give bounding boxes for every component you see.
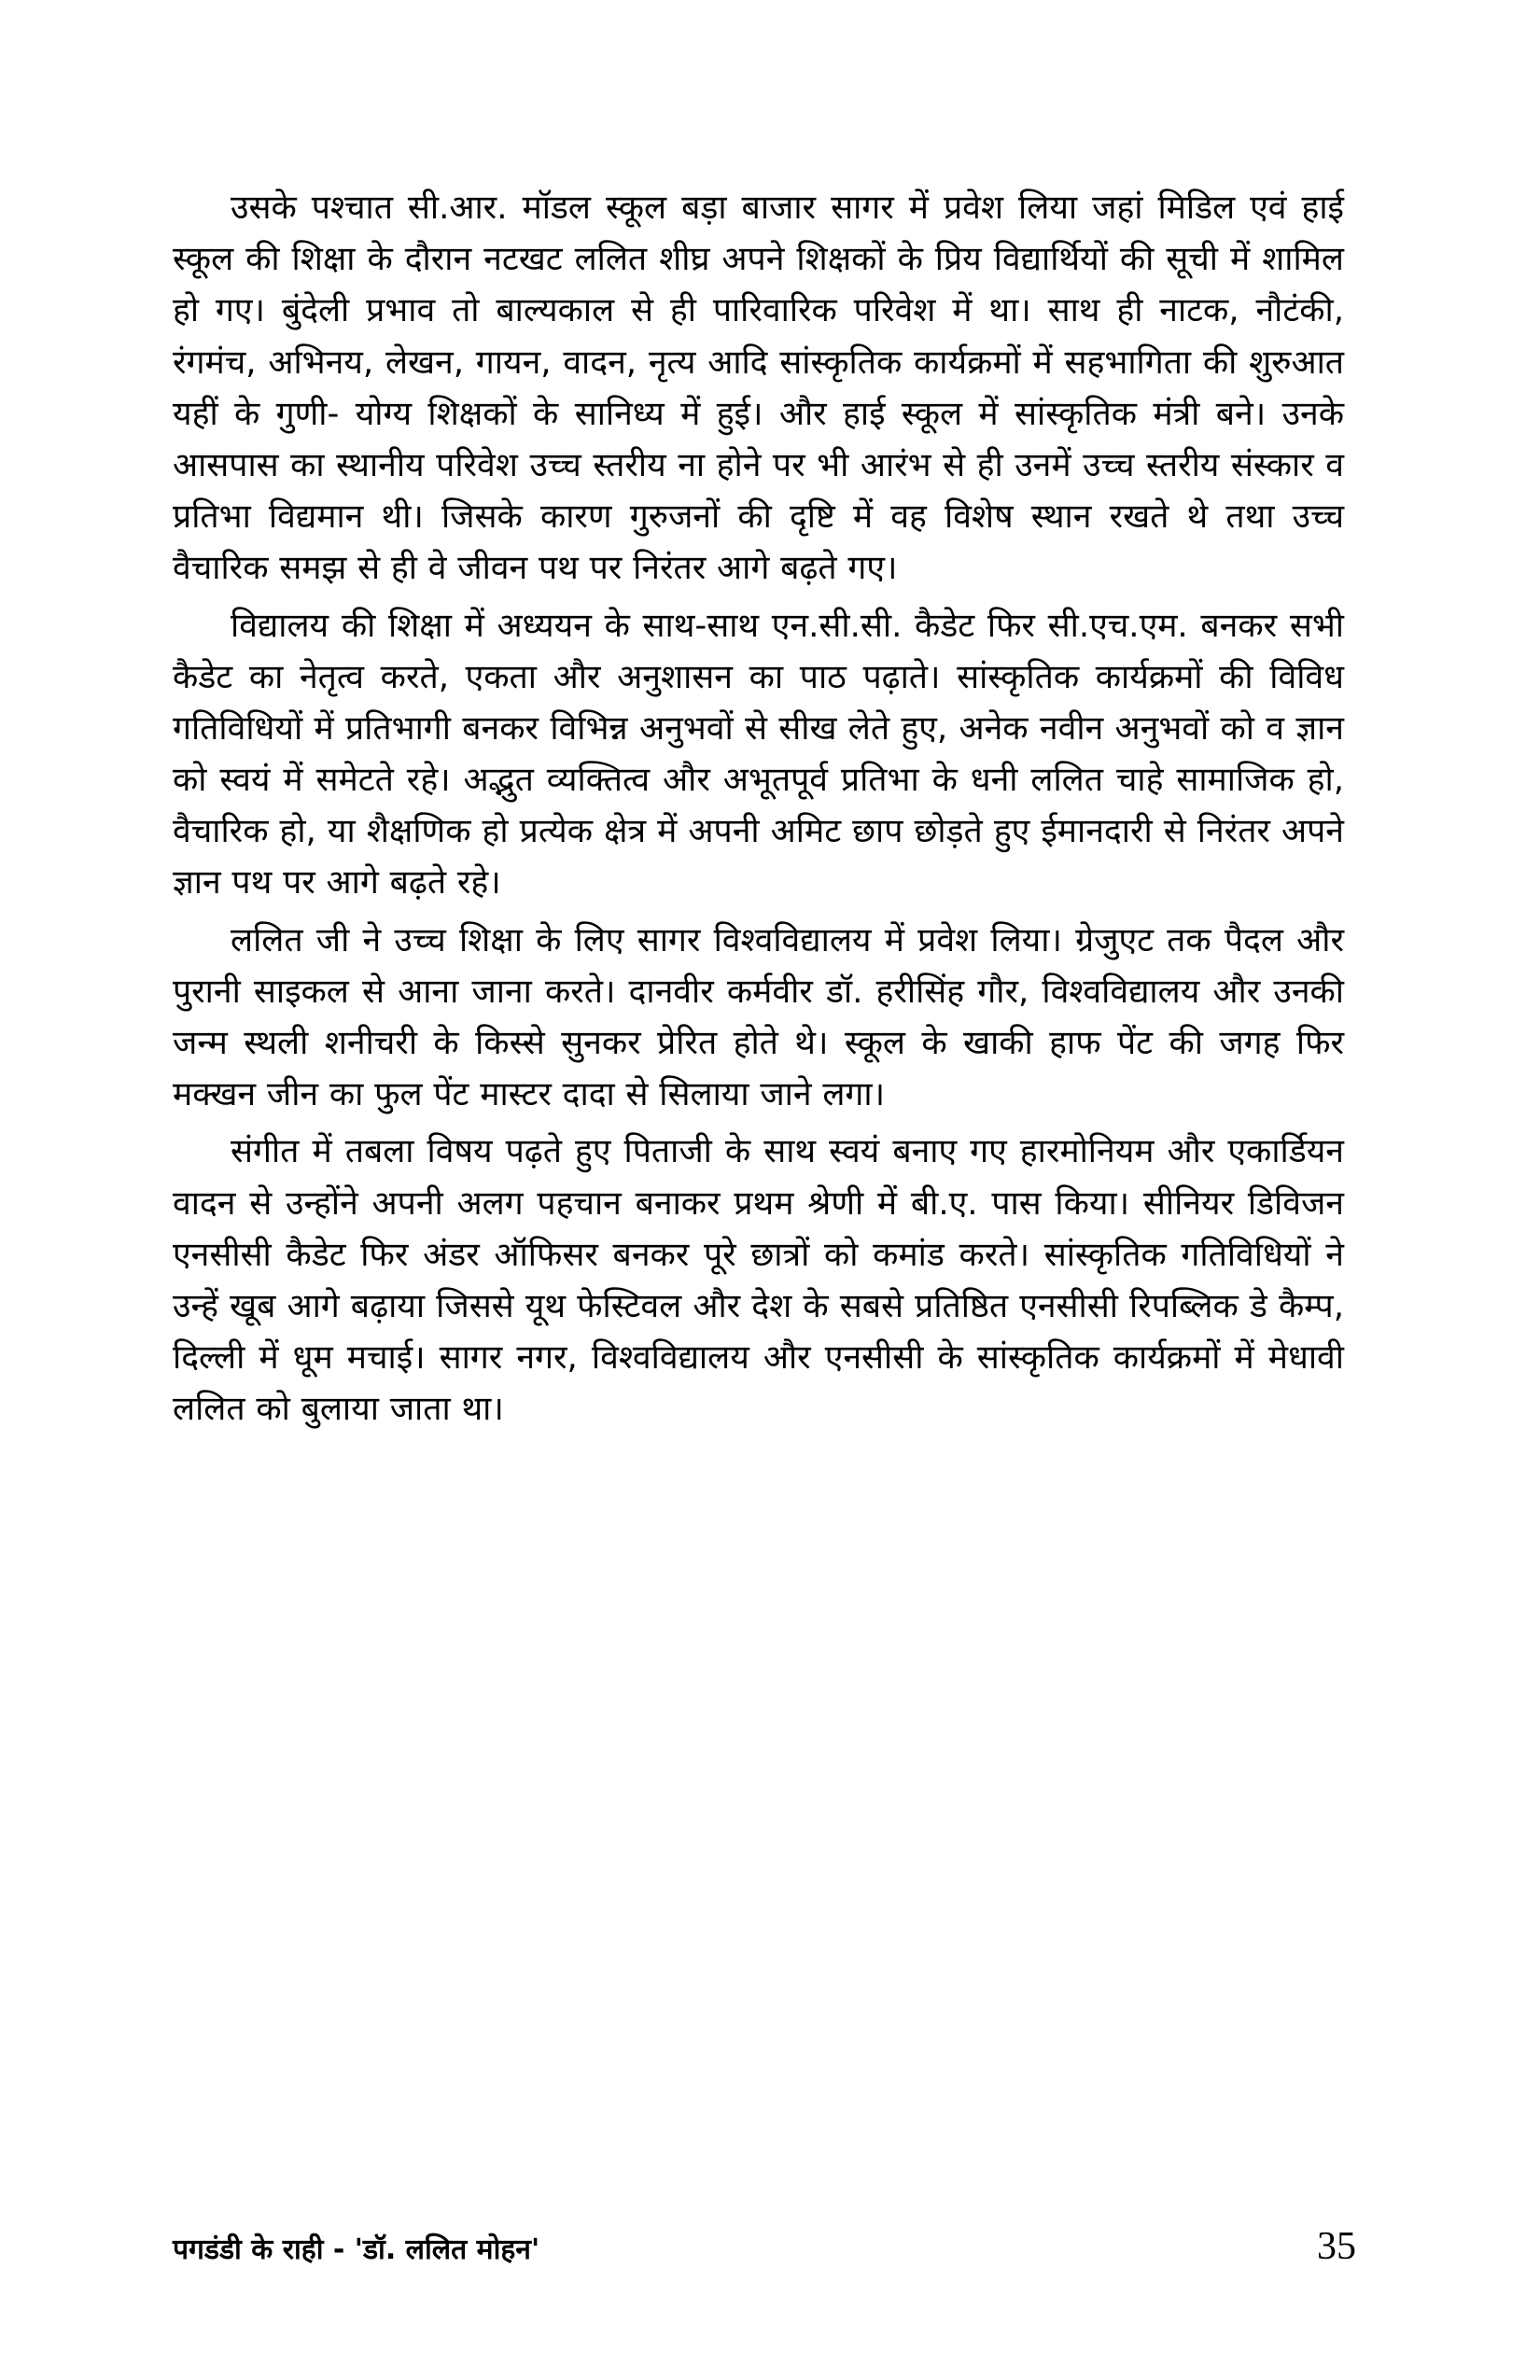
page-number: 35	[1317, 2225, 1356, 2268]
paragraph: ललित जी ने उच्च शिक्षा के लिए सागर विश्वविद्यालय में प्रवेश लिया। ग्रेजुएट तक पैदल और पुरानी साइकल से आना जाना करते। दानवीर कर्मवीर डॉ. हरीसिंह गौर, विश्वविद्यालय और उनकी जन्म स्थली शनीचरी के किस्से सुनकर प्रेरित होते थे। स्कूल के खाकी हाफ पेंट की जगह फिर मक्खन जीन का फुल पेंट मास्टर दादा से सिलाया जाने लगा।	[173, 920, 1344, 1114]
page-body-text	[173, 182, 1344, 1435]
paragraph: विद्यालय की शिक्षा में अध्ययन के साथ-साथ एन.सी.सी. कैडेट फिर सी.एच.एम. बनकर सभी कैडेट का नेतृत्व करते, एकता और अनुशासन का पाठ पढ़ाते। सांस्कृतिक कार्यक्रमों की विविध गतिविधियों में प्रतिभागी बनकर विभिन्न अनुभवों से सीख लेते हुए, अनेक नवीन अनुभवों को व ज्ञान को स्वयं में समेटते रहे। अद्भुत व्यक्तित्व और अभूतपूर्व प्रतिभा के धनी ललित चाहे सामाजिक हो, वैचारिक हो, या शैक्षणिक हो प्रत्येक क्षेत्र में अपनी अमिट छाप छोड़ते हुए ईमानदारी से निरंतर अपने ज्ञान पथ पर आगे बढ़ते रहे।	[173, 606, 1344, 903]
page-footer	[173, 2223, 1367, 2270]
paragraph: उसके पश्चात सी.आर. मॉडल स्कूल बड़ा बाजार सागर में प्रवेश लिया जहां मिडिल एवं हाई स्कूल की शिक्षा के दौरान नटखट ललित शीघ्र अपने शिक्षकों के प्रिय विद्यार्थियों की सूची में शामिल हो गए। बुंदेली प्रभाव तो बाल्यकाल से ही पारिवारिक परिवेश में था। साथ ही नाटक, नौटंकी, रंगमंच, अभिनय, लेखन, गायन, वादन, नृत्य आदि सांस्कृतिक कार्यक्रमों में सहभागिता की शुरुआत यहीं के गुणी- योग्य शिक्षकों के सानिध्य में हुई। और हाई स्कूल में सांस्कृतिक मंत्री बने। उनके आसपास का स्थानीय परिवेश उच्च स्तरीय ना होने पर भी आरंभ से ही उनमें उच्च स्तरीय संस्कार व प्रतिभा विद्यमान थी। जिसके कारण गुरुजनों की दृष्टि में वह विशेष स्थान रखते थे तथा उच्च वैचारिक समझ से ही वे जीवन पथ पर निरंतर आगे बढ़ते गए।	[173, 189, 1344, 588]
footer-book-title: पगडंडी के राही - 'डॉ. ललित मोहन'	[173, 2233, 540, 2266]
paragraph: संगीत में तबला विषय पढ़ते हुए पिताजी के साथ स्वयं बनाए गए हारमोनियम और एकार्डियन वादन से उन्होंने अपनी अलग पहचान बनाकर प्रथम श्रेणी में बी.ए. पास किया। सीनियर डिविजन एनसीसी कैडेट फिर अंडर ऑफिसर बनकर पूरे छात्रों को कमांड करते। सांस्कृतिक गतिविधियों ने उन्हें खूब आगे बढ़ाया जिससे यूथ फेस्टिवल और देश के सबसे प्रतिष्ठित एनसीसी रिपब्लिक डे कैम्प, दिल्ली में धूम मचाई। सागर नगर, विश्वविद्यालय और एनसीसी के सांस्कृतिक कार्यक्रमों में मेधावी ललित को बुलाया जाता था।	[173, 1132, 1344, 1429]
